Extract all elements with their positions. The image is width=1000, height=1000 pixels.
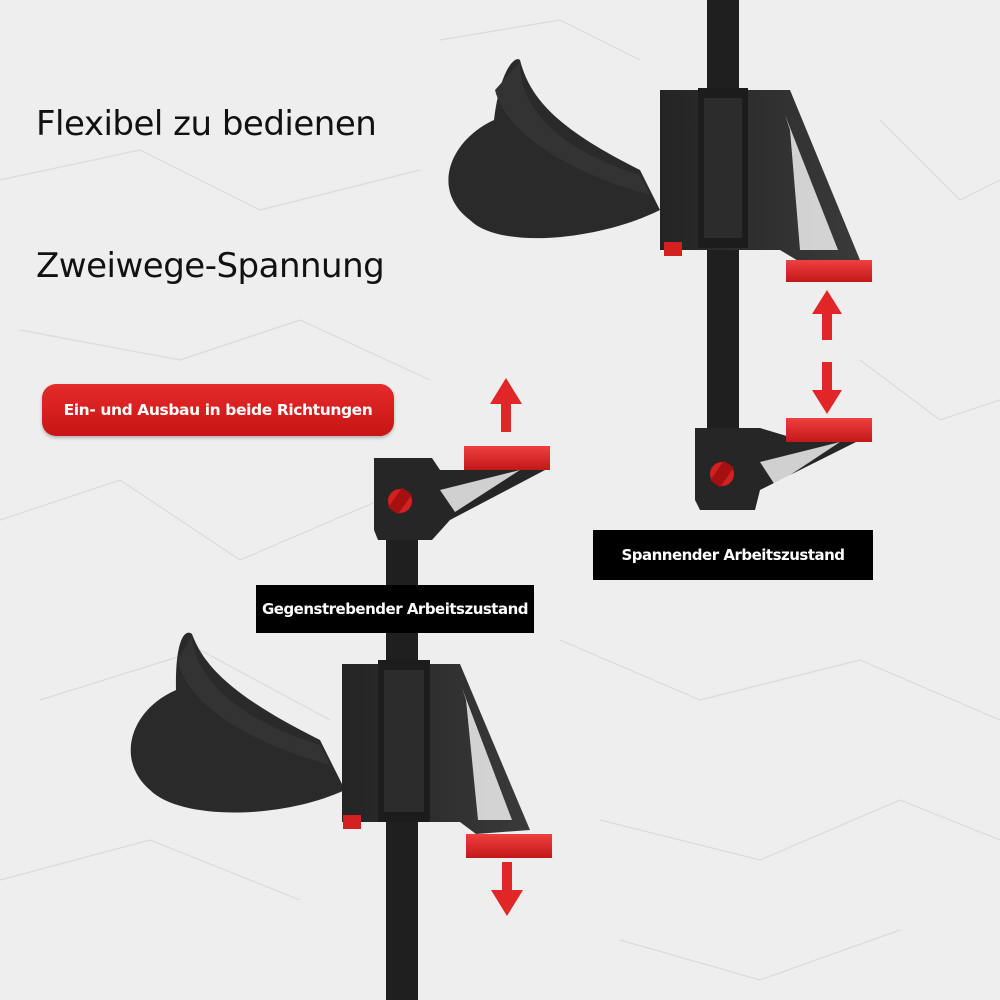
jaw-pad-left-upper (464, 446, 550, 470)
caption-tensioning: Spannender Arbeitszustand (593, 530, 873, 580)
headline-flexible: Flexibel zu bedienen (36, 104, 377, 144)
install-badge: Ein- und Ausbau in beide Richtungen (42, 384, 394, 436)
double-arrow-icon (812, 290, 842, 414)
clamp-tensioning (448, 0, 872, 510)
arrow-down-icon (491, 862, 523, 916)
arrow-up-icon (490, 378, 522, 432)
jaw-pad-right-upper (786, 260, 872, 282)
caption-spreading: Gegenstrebender Arbeitszustand (256, 585, 534, 633)
jaw-pad-left-lower (466, 834, 552, 858)
clamp-spreading (131, 378, 552, 1000)
headline-two-way: Zweiwege-Spannung (36, 246, 385, 286)
jaw-pad-right-lower (786, 418, 872, 442)
